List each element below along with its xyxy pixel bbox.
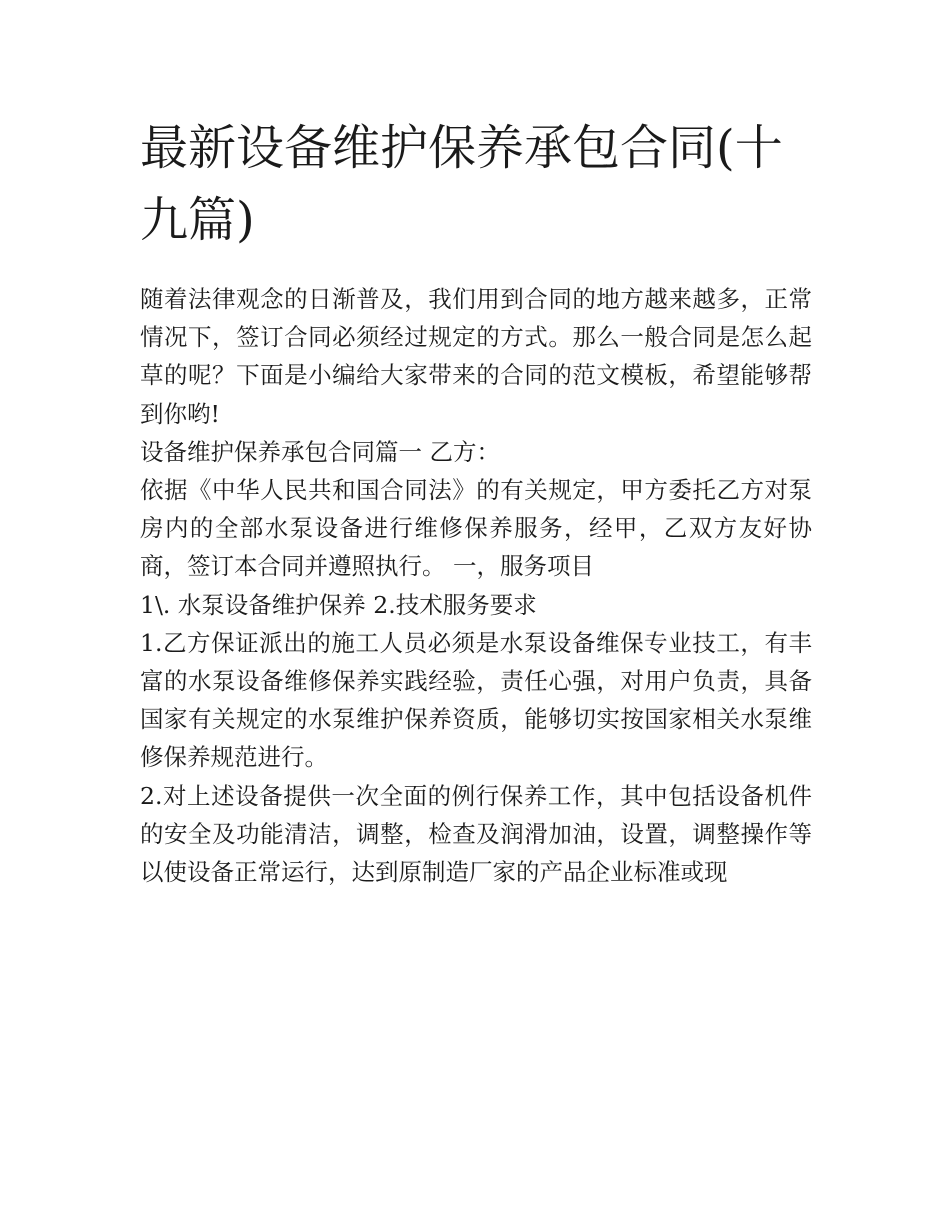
- paragraph-intro: 随着法律观念的日渐普及，我们用到合同的地方越来越多，正常情况下，签订合同必须经过规定的方式。那么一般合同是怎么起草的呢？下面是小编给大家带来的合同的范文模板，希望能够帮到你哟!: [140, 285, 812, 428]
- paragraph-section-heading: 设备维护保养承包合同篇一 乙方：: [140, 437, 500, 466]
- document-body: [140, 280, 812, 891]
- paragraph-requirement-1: 1.乙方保证派出的施工人员必须是水泵设备维保专业技工，有丰富的水泵设备维修保养实践经验，责任心强，对用户负责，具备国家有关规定的水泵维护保养资质，能够切实按国家相关水泵维修保养规范进行。: [140, 628, 812, 772]
- paragraph-requirement-2: 2.对上述设备提供一次全面的例行保养工作，其中包括设备机件的安全及功能清洁，调整，检查及润滑加油，设置，调整操作等以使设备正常运行，达到原制造厂家的产品企业标准或现: [140, 781, 812, 887]
- document-title: 最新设备维护保养承包合同(十九篇): [140, 120, 783, 248]
- paragraph-basis: 依据《中华人民共和国合同法》的有关规定，甲方委托乙方对泵房内的全部水泵设备进行维修保养服务，经甲，乙双方友好协商，签订本合同并遵照执行。 一，服务项目: [140, 476, 812, 581]
- paragraph-service-items: 1\. 水泵设备维护保养 2.技术服务要求: [140, 590, 537, 619]
- document-content: [140, 112, 812, 891]
